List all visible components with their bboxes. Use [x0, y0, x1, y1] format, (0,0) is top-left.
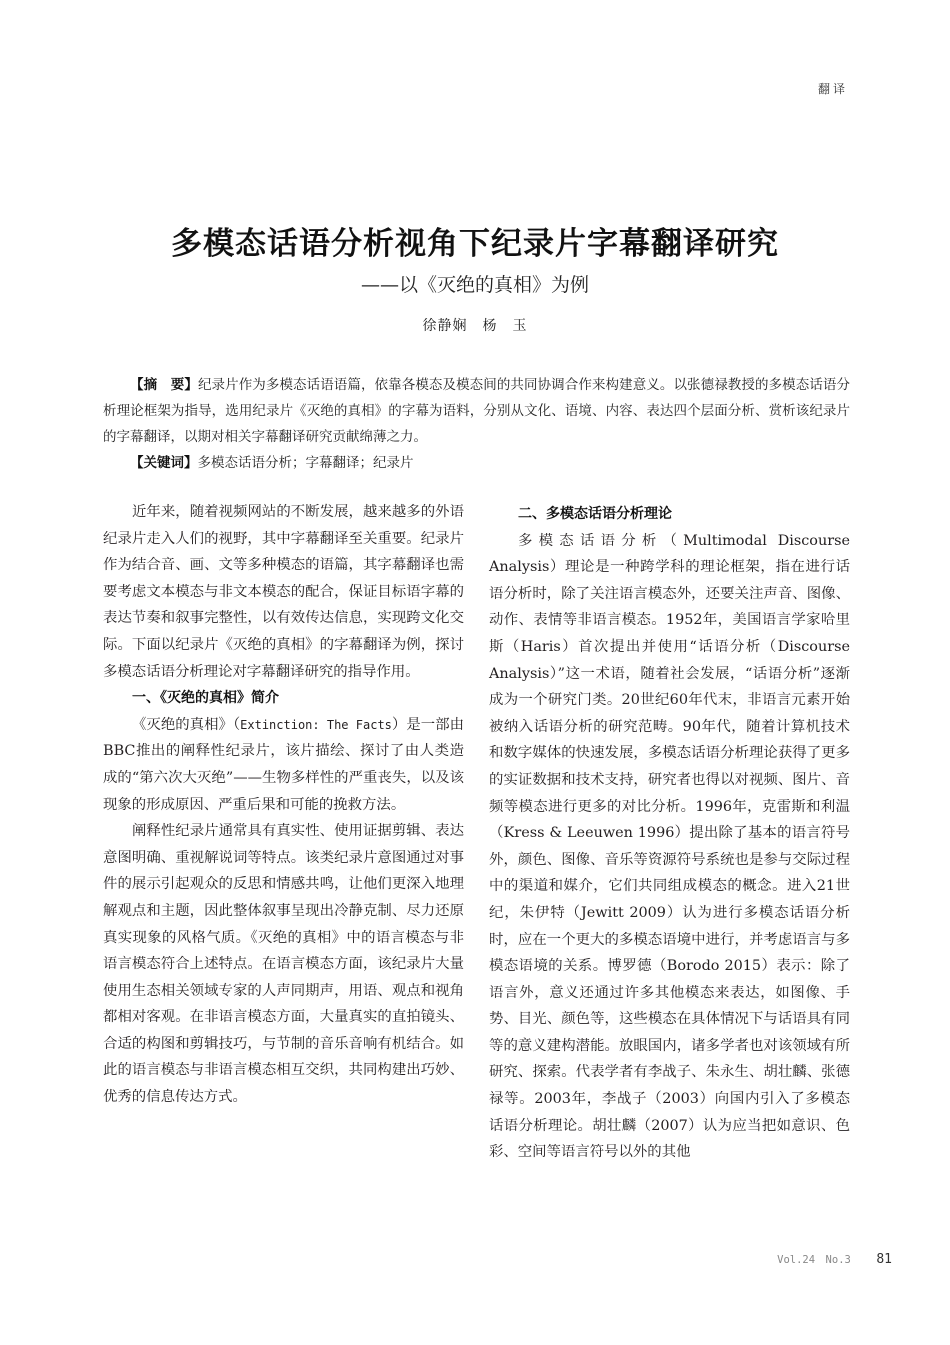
- keywords-label: 【关键词】: [130, 455, 198, 471]
- article-title: 多模态话语分析视角下纪录片字幕翻译研究: [171, 226, 779, 262]
- section-1-paragraph-2: 阐释性纪录片通常具有真实性、使用证据剪辑、表达意图明确、重视解说词等特点。该类纪录片意图通过对事件的展示引起观众的反思和情感共鸣，让他们更深入地理解观点和主题，因此整体叙事呈现出冷静克制、尽力还原真实现象的风格气质。《灭绝的真相》中的语言模态与非语言模态符合上述特点。在语言模态方面，该纪录片大量使用生态相关领域专家的人声同期声，用语、观点和视角都相对客观。在非语言模态方面，大量真实的直拍镜头、合适的构图和剪辑技巧，与节制的音乐音响有机结合。如此的语言模态与非语言模态相互交织，共同构建出巧妙、优秀的信息传达方式。: [103, 823, 464, 1106]
- section-2-heading: 二、多模态话语分析理论: [518, 506, 672, 522]
- left-column: [103, 499, 464, 1111]
- keywords-text: 多模态话语分析；字幕翻译；纪录片: [197, 455, 414, 471]
- abstract-label: 【摘 要】: [130, 377, 198, 393]
- abstract-text: 纪录片作为多模态话语语篇，依靠各模态及模态间的共同协调合作来构建意义。以张德禄教授的多模态话语分析理论框架为指导，选用纪录片《灭绝的真相》的字幕为语料，分别从文化、语境、内容、表达四个层面分析、赏析该纪录片的字幕翻译，以期对相关字幕翻译研究贡献绵薄之力。: [103, 377, 851, 445]
- page-number: 81: [876, 1252, 892, 1267]
- film-english-title: Extinction: The Facts: [240, 717, 392, 732]
- intro-paragraph: 近年来，随着视频网站的不断发展，越来越多的外语纪录片走入人们的视野，其中字幕翻译至关重要。纪录片作为结合音、画、文等多种模态的语篇，其字幕翻译也需要考虑文本模态与非文本模态的配合，保证目标语字幕的表达节奏和叙事完整性，以有效传达信息，实现跨文化交际。下面以纪录片《灭绝的真相》的字幕翻译为例，探讨多模态话语分析理论对字幕翻译研究的指导作用。: [103, 504, 464, 680]
- author-list: 徐静娴 杨 玉: [422, 318, 528, 334]
- para1-post: ）是一部由BBC推出的阐释性纪录片，该片描绘、探讨了由人类造成的“第六次大灭绝”——生物多样性的严重丧失，以及该现象的形成原因、严重后果和可能的挽救方法。: [103, 716, 465, 813]
- section-tag: 翻译: [817, 82, 848, 96]
- abstract-block: [103, 372, 850, 476]
- section-2-paragraph-1: 多模态话语分析（Multimodal Discourse Analysis）理论是一种跨学科的理论框架，指在进行话语分析时，除了关注语言模态外，还要关注声音、图像、动作、表情等非语言模态。1952年，美国语言学家哈里斯（Haris）首次提出并使用“话语分析（Discourse Analysis）”这一术语，随着社会发展，“话语分析”逐渐成为一个研究门类。20世纪60年代末，非语言元素开始被纳入话语分析的研究范畴。90年代，随着计算机技术和数字媒体的快速发展，多模态话语分析理论获得了更多的实证数据和技术支持，研究者也得以对视频、图片、音频等模态进行更多的对比分析。1996年，克雷斯和利温（Kress & Leeuwen 1996）提出除了基本的语言符号外，颜色、图像、音乐等资源符号系统也是参与交际过程中的渠道和媒介，它们共同组成模态的概念。进入21世纪，朱伊特（Jewitt 2009）认为进行多模态话语分析时，应在一个更大的多模态语境中进行，并考虑语言与多模态语境的关系。博罗德（Borodo 2015）表示：除了语言外，意义还通过许多其他模态来表达，如图像、手势、目光、颜色等，这些模态在具体情况下与话语具有同等的意义建构潜能。放眼国内，诸多学者也对该领域有所研究、探索。代表学者有李战子、朱永生、胡壮麟、张德禄等。2003年，李战子（2003）向国内引入了多模态话语分析理论。胡壮麟（2007）认为应当把如意识、色彩、空间等语言符号以外的其他: [489, 532, 850, 1161]
- section-1-heading: 一、《灭绝的真相》简介: [132, 690, 279, 707]
- volume-info: Vol.24 No.3: [777, 1254, 851, 1266]
- para1-pre: 《灭绝的真相》（: [132, 716, 241, 733]
- page-footer: [777, 1252, 892, 1267]
- article-subtitle: ——以《灭绝的真相》为例: [360, 274, 589, 296]
- section-1-paragraph-1: [103, 712, 464, 818]
- right-column: [489, 499, 850, 1166]
- abstract-paragraph: [103, 372, 850, 450]
- keywords-paragraph: [103, 450, 850, 476]
